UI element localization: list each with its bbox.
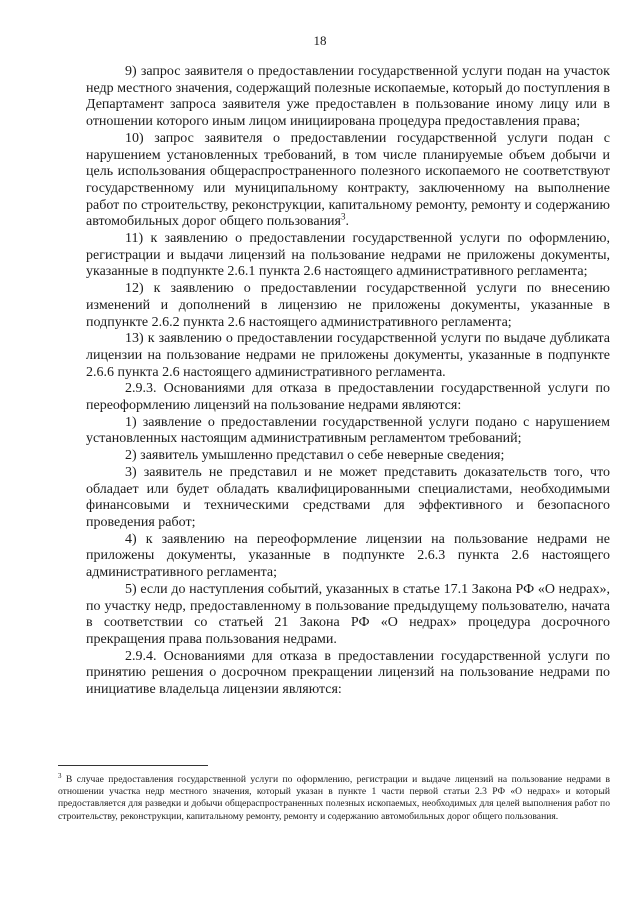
footnote-divider	[58, 765, 208, 766]
section-2-9-3-item-5: 5) если до наступления событий, указанных в статье 17.1 Закона РФ «О недрах», по участку недр, предоставленному в пользование предыдущему пользователю, начата в соответствии со статьей 21 Закона РФ «О недрах» процедура досрочного прекращения права пользования недрами.	[86, 581, 610, 647]
section-2-9-3: 2.9.3. Основаниями для отказа в предоставлении государственной услуги по переоформлению лицензий на пользование недрами являются:	[86, 381, 610, 414]
paragraph-item-11: 11) к заявлению о предоставлении государственной услуги по оформлению, регистрации и выдачи лицензий на пользование недрами не приложены документы, указанные в подпункте 2.6.1 пункта 2.6 настоящего административного регламента;	[86, 231, 610, 280]
footnote-reference[interactable]: 3	[340, 211, 346, 222]
paragraph-item-12: 12) к заявлению о предоставлении государственной услуги по внесению изменений и дополнений в лицензию не приложены документы, указанные в подпункте 2.6.2 пункта 2.6 настоящего административного регламента;	[86, 281, 610, 330]
footnote-mark: 3	[58, 771, 62, 780]
footnote	[58, 771, 610, 823]
paragraph-item-10-end: .	[345, 214, 349, 230]
document-body	[86, 64, 610, 699]
section-2-9-3-item-1: 1) заявление о предоставлении государственной услуги подано с нарушением установленных настоящим административным регламентом требований;	[86, 414, 610, 447]
paragraph-item-10-text: 10) запрос заявителя о предоставлении государственной услуги подан с нарушением установленных требований, в том числе планируемые объем добычи и цель использования общераспространенного полезного ископаемого не соответствуют государственному или муниципальному контракту, заключенному на выполнение работ по строительству, реконструкции, капитальному ремонту, ремонту и содержанию автомобильных дорог общего пользования	[86, 130, 610, 230]
paragraph-item-13: 13) к заявлению о предоставлении государственной услуги по выдаче дубликата лицензии на пользование недрами не приложены документы, указанные в подпункте 2.6.6 пункта 2.6 настоящего административного регламента.	[86, 331, 610, 380]
section-2-9-3-item-2: 2) заявитель умышленно представил о себе неверные сведения;	[125, 448, 505, 464]
section-2-9-3-item-3: 3) заявитель не представил и не может представить доказательств того, что обладает или будет обладать квалифицированными специалистами, необходимыми финансовыми и техническими средствами для эффективного и безопасного проведения работ;	[86, 464, 610, 530]
section-2-9-3-item-4: 4) к заявлению на переоформление лицензии на пользование недрами не приложены документы, указанные в подпункте 2.6.3 пункта 2.6 настоящего административного регламента;	[86, 531, 610, 581]
paragraph-item-9: 9) запрос заявителя о предоставлении государственной услуги подан на участок недр местного значения, содержащий полезные ископаемые, который до поступления в Департамент запроса заявителя уже предоставлен в пользование иному лицу или в отношении которого иным лицом инициирована процедура предоставления права;	[86, 64, 610, 130]
section-2-9-4: 2.9.4. Основаниями для отказа в предоставлении государственной услуги по принятию решения о досрочном прекращении лицензий на пользование недрами по инициативе владельца лицензии являются:	[86, 648, 610, 698]
footnote-text: В случае предоставления государственной услуги по оформлению, регистрации и выдаче лицензий на пользование недрами в отношении участка недр местного значения, который указан в пункте 1 части первой статьи 2.3 РФ «О недрах» и который предоставляется для разведки и добычи общераспространенных полезных ископаемых, необходимых для целей выполнения работ по строительству, реконструкции, капитальному ремонту, ремонту и содержанию автомобильных дорог общего пользования.	[58, 774, 610, 822]
page-number: 18	[313, 33, 327, 48]
paragraph-item-10	[86, 131, 610, 231]
